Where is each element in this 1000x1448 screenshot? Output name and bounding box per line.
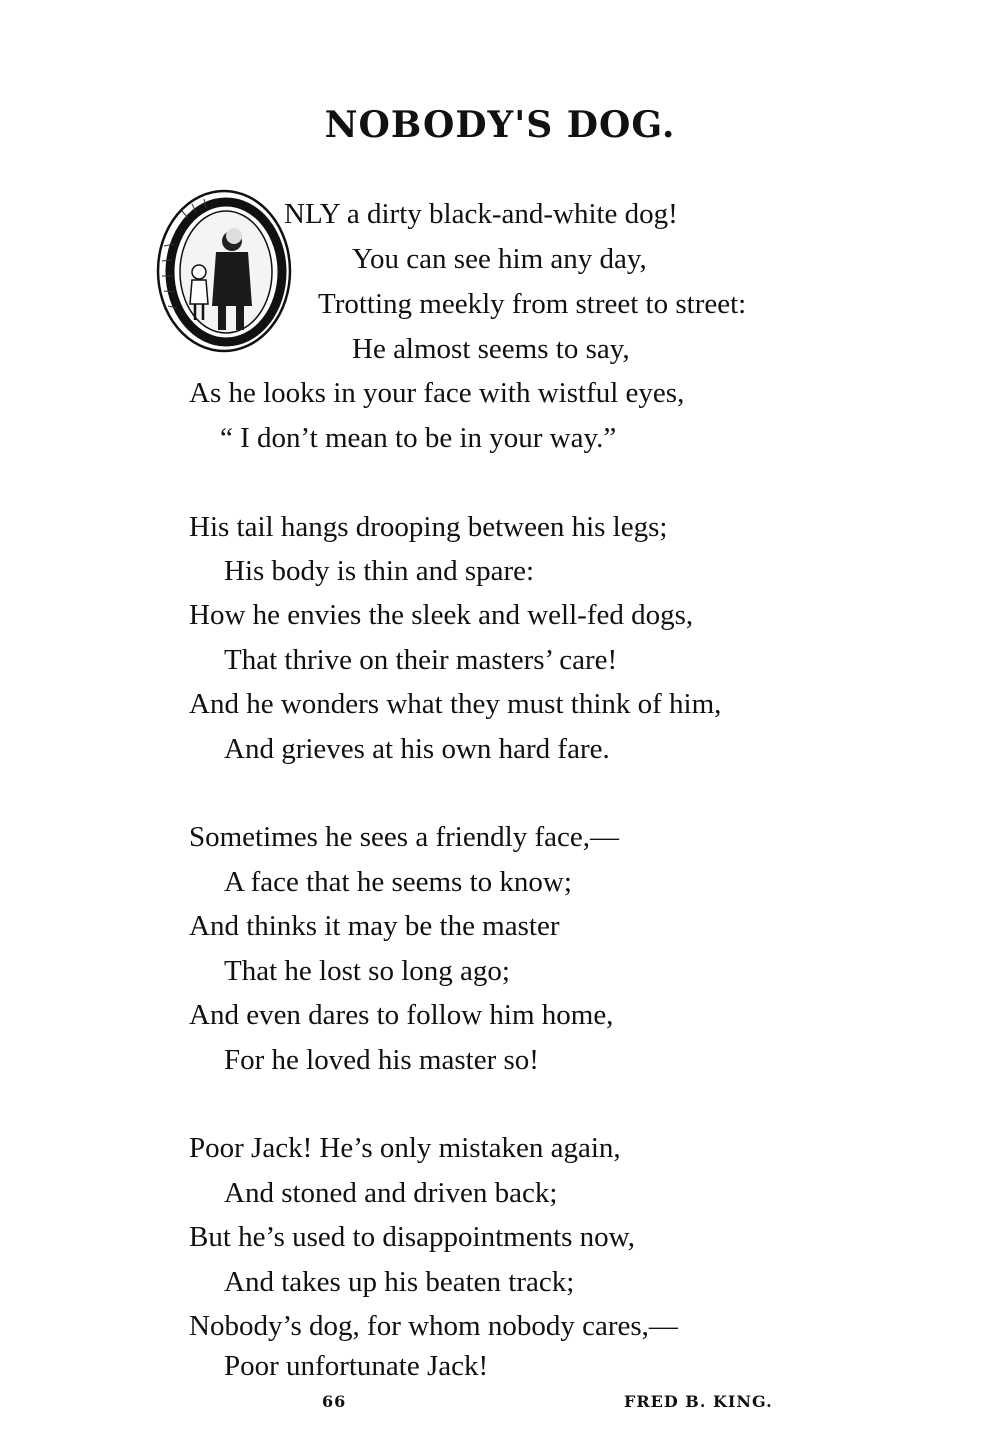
poem-line: A face that he seems to know; [224,866,572,898]
illustrated-drop-cap [152,186,297,356]
poem-line: And he wonders what they must think of him, [189,688,722,720]
poem-line: But he’s used to disappointments now, [189,1221,635,1253]
poem-line: Trotting meekly from street to street: [318,288,747,320]
poem-line: NLY a dirty black-and-white dog! [284,198,678,230]
drop-cap-illustration-icon [152,186,297,356]
poem-line: As he looks in your face with wistful eyes, [189,377,685,409]
author-credit: FRED B. KING. [624,1392,773,1411]
poem-line: Poor unfortunate Jack! [224,1350,489,1382]
poem-line: And thinks it may be the master [189,910,560,942]
poem-line: Sometimes he sees a friendly face,— [189,821,620,853]
poem-line: Nobody’s dog, for whom nobody cares,— [189,1310,678,1342]
poem-line: For he loved his master so! [224,1044,539,1076]
poem-line: That thrive on their masters’ care! [224,644,618,676]
poem-line: And grieves at his own hard fare. [224,733,610,765]
poem-line: And takes up his beaten track; [224,1266,575,1298]
poem-line: “ I don’t mean to be in your way.” [220,422,617,454]
poem-title: NOBODY'S DOG. [324,104,676,146]
poem-line: And even dares to follow him home, [189,999,614,1031]
poem-line: That he lost so long ago; [224,955,510,987]
page-number: 66 [322,1392,347,1411]
poem-line: And stoned and driven back; [224,1177,558,1209]
poem-line: How he envies the sleek and well-fed dogs, [189,599,694,631]
poem-line: His tail hangs drooping between his legs; [189,511,668,543]
poem-line: You can see him any day, [352,243,647,275]
poem-line: He almost seems to say, [352,333,630,365]
poem-line: Poor Jack! He’s only mistaken again, [189,1132,621,1164]
poem-line: His body is thin and spare: [224,555,535,587]
